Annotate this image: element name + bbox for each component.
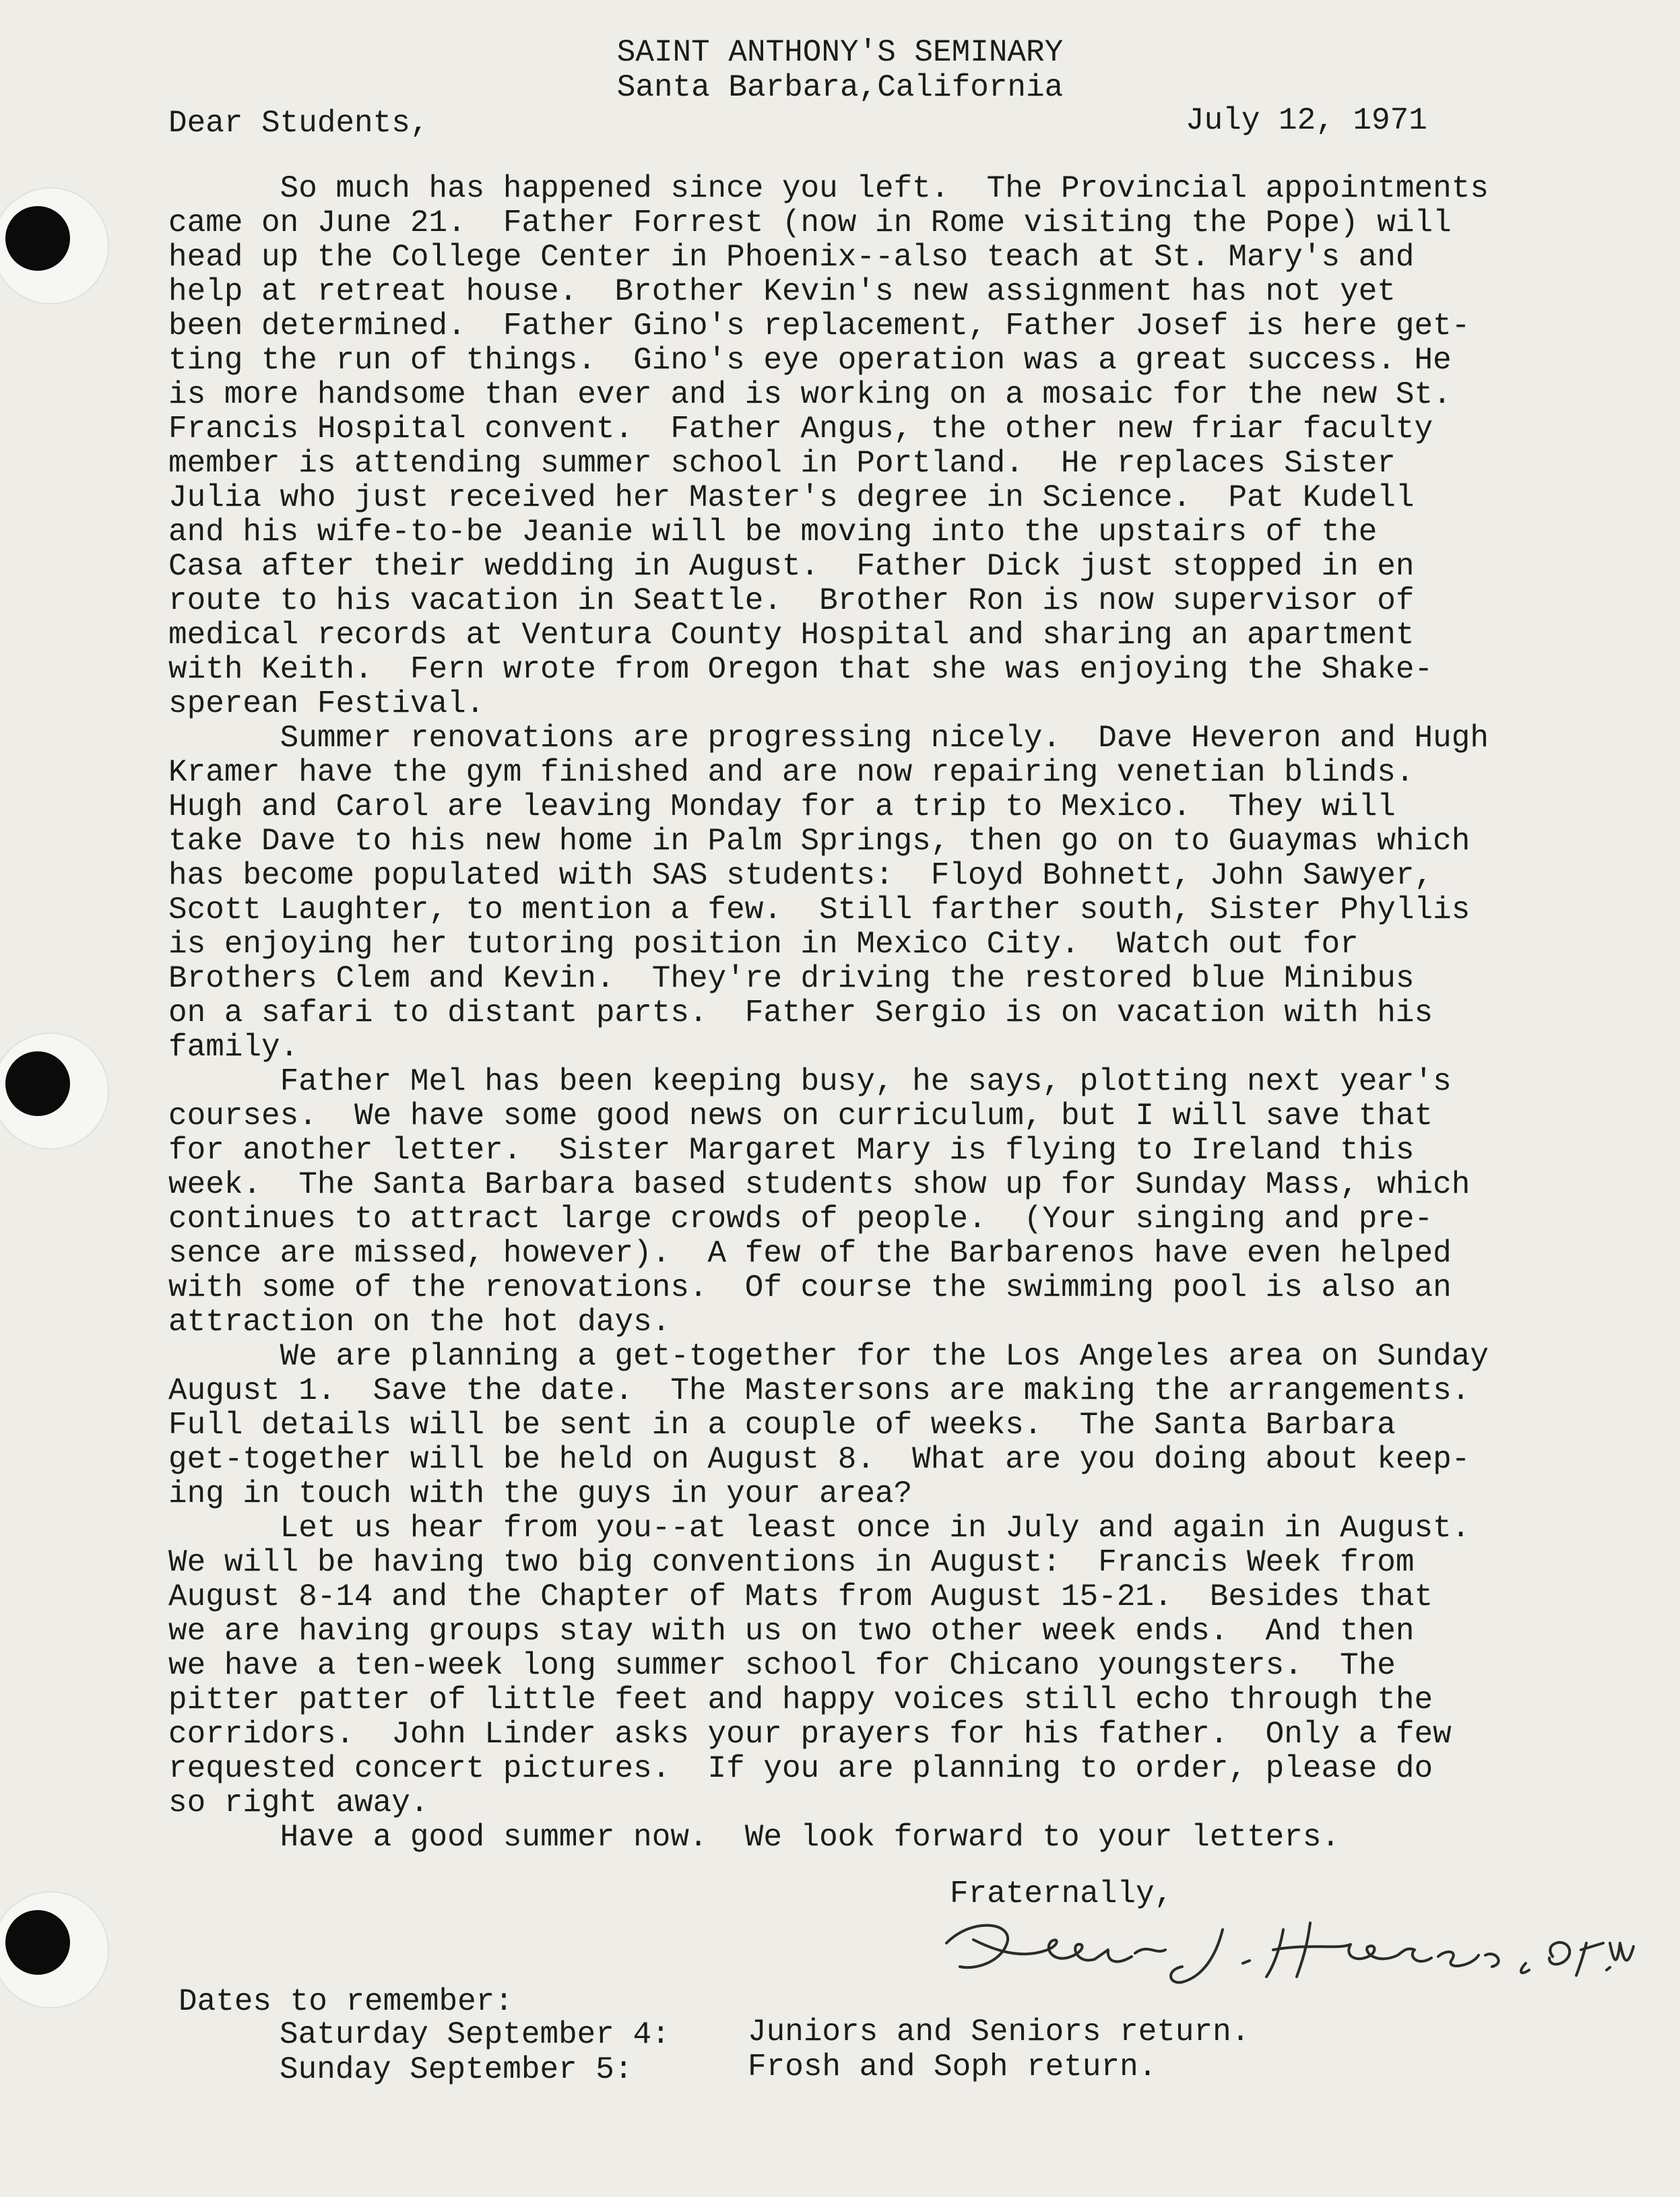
body-line: Julia who just received her Master's degree in Science. Pat Kudell — [168, 480, 1415, 515]
body-line: been determined. Father Gino's replacement, Father Josef is here get- — [168, 308, 1471, 343]
body-line: Full details will be sent in a couple of weeks. The Santa Barbara — [168, 1408, 1396, 1443]
body-line: for another letter. Sister Margaret Mary is flying to Ireland this — [168, 1133, 1415, 1168]
body-line: Have a good summer now. We look forward to your letters. — [168, 1820, 1340, 1855]
body-line: sperean Festival. — [168, 686, 485, 721]
body-line: Kramer have the gym finished and are now repairing venetian blinds. — [168, 755, 1415, 790]
body-line: and his wife-to-be Jeanie will be moving into the upstairs of the — [168, 515, 1378, 550]
body-line: head up the College Center in Phoenix--also teach at St. Mary's and — [168, 240, 1415, 275]
body-line: Hugh and Carol are leaving Monday for a trip to Mexico. They will — [168, 789, 1396, 824]
body-line: we are having groups stay with us on two other week ends. And then — [168, 1614, 1415, 1649]
body-line: attraction on the hot days. — [168, 1305, 671, 1340]
punch-hole-top — [0, 189, 108, 303]
closing: Fraternally, — [950, 1876, 1173, 1911]
body-line: sence are missed, however). A few of the Barbarenos have even helped — [168, 1236, 1452, 1271]
date-item-2-event: Frosh and Soph return. — [748, 2050, 1157, 2085]
body-line: is enjoying her tutoring position in Mexico City. Watch out for — [168, 927, 1359, 962]
body-line: ting the run of things. Gino's eye operation was a great success. He — [168, 343, 1452, 378]
handwritten-signature — [933, 1903, 1640, 1990]
letter-date: July 12, 1971 — [1186, 103, 1427, 138]
body-line: take Dave to his new home in Palm Springs, then go on to Guaymas which — [168, 824, 1471, 859]
body-line: is more handsome than ever and is working on a mosaic for the new St. — [168, 377, 1452, 412]
body-line: Casa after their wedding in August. Father Dick just stopped in en — [168, 549, 1415, 584]
body-line: requested concert pictures. If you are planning to order, please do — [168, 1751, 1433, 1786]
date-item-2-date: Sunday September 5: — [280, 2052, 633, 2087]
body-line: Summer renovations are progressing nicely. Dave Heveron and Hugh — [168, 721, 1489, 756]
body-line: We are planning a get-together for the Los Angeles area on Sunday — [168, 1339, 1489, 1374]
body-line: on a safari to distant parts. Father Sergio is on vacation with his — [168, 995, 1433, 1030]
body-line: continues to attract large crowds of people. (Your singing and pre- — [168, 1202, 1433, 1237]
body-line: help at retreat house. Brother Kevin's new assignment has not yet — [168, 274, 1396, 309]
body-line: medical records at Ventura County Hospital and sharing an apartment — [168, 618, 1415, 653]
body-line: Scott Laughter, to mention a few. Still farther south, Sister Phyllis — [168, 892, 1471, 927]
salutation: Dear Students, — [168, 106, 429, 141]
body-line: we have a ten-week long summer school for Chicano youngsters. The — [168, 1648, 1396, 1683]
body-line: courses. We have some good news on curriculum, but I will save that — [168, 1098, 1433, 1134]
body-line: with Keith. Fern wrote from Oregon that she was enjoying the Shake- — [168, 652, 1433, 687]
date-item-1-date: Saturday September 4: — [280, 2017, 670, 2052]
body-line: get-together will be held on August 8. What are you doing about keep- — [168, 1442, 1471, 1477]
body-line: family. — [168, 1030, 299, 1065]
body-line: corridors. John Linder asks your prayers for his father. Only a few — [168, 1717, 1452, 1752]
body-line: August 1. Save the date. The Mastersons are making the arrangements. — [168, 1373, 1471, 1408]
date-item-1-event: Juniors and Seniors return. — [748, 2014, 1250, 2050]
letterhead-name: SAINT ANTHONY'S SEMINARY — [616, 35, 1064, 70]
body-line: Let us hear from you--at least once in July and again in August. — [168, 1511, 1471, 1546]
body-line: So much has happened since you left. The Provincial appointments — [168, 171, 1489, 206]
body-line: has become populated with SAS students: Floyd Bohnett, John Sawyer, — [168, 858, 1433, 893]
body-line: came on June 21. Father Forrest (now in Rome visiting the Pope) will — [168, 205, 1452, 240]
punch-hole-middle — [0, 1034, 108, 1148]
body-line: member is attending summer school in Portland. He replaces Sister — [168, 446, 1396, 481]
body-line: Brothers Clem and Kevin. They're driving the restored blue Minibus — [168, 961, 1415, 996]
body-line: August 8-14 and the Chapter of Mats from August 15-21. Besides that — [168, 1579, 1433, 1614]
body-line: with some of the renovations. Of course the swimming pool is also an — [168, 1270, 1452, 1305]
body-line: so right away. — [168, 1785, 429, 1821]
body-line: ing in touch with the guys in your area? — [168, 1476, 913, 1511]
body-line: pitter patter of little feet and happy voices still echo through the — [168, 1682, 1433, 1717]
body-line: week. The Santa Barbara based students show up for Sunday Mass, which — [168, 1167, 1471, 1202]
body-line: route to his vacation in Seattle. Brother Ron is now supervisor of — [168, 583, 1415, 618]
body-line: Father Mel has been keeping busy, he says, plotting next year's — [168, 1064, 1452, 1099]
dates-heading: Dates to remember: — [179, 1984, 513, 2019]
letterhead-location: Santa Barbara,California — [616, 70, 1064, 105]
body-line: Francis Hospital convent. Father Angus, the other new friar faculty — [168, 412, 1433, 447]
body-line: We will be having two big conventions in August: Francis Week from — [168, 1545, 1415, 1580]
punch-hole-bottom — [0, 1893, 108, 2007]
